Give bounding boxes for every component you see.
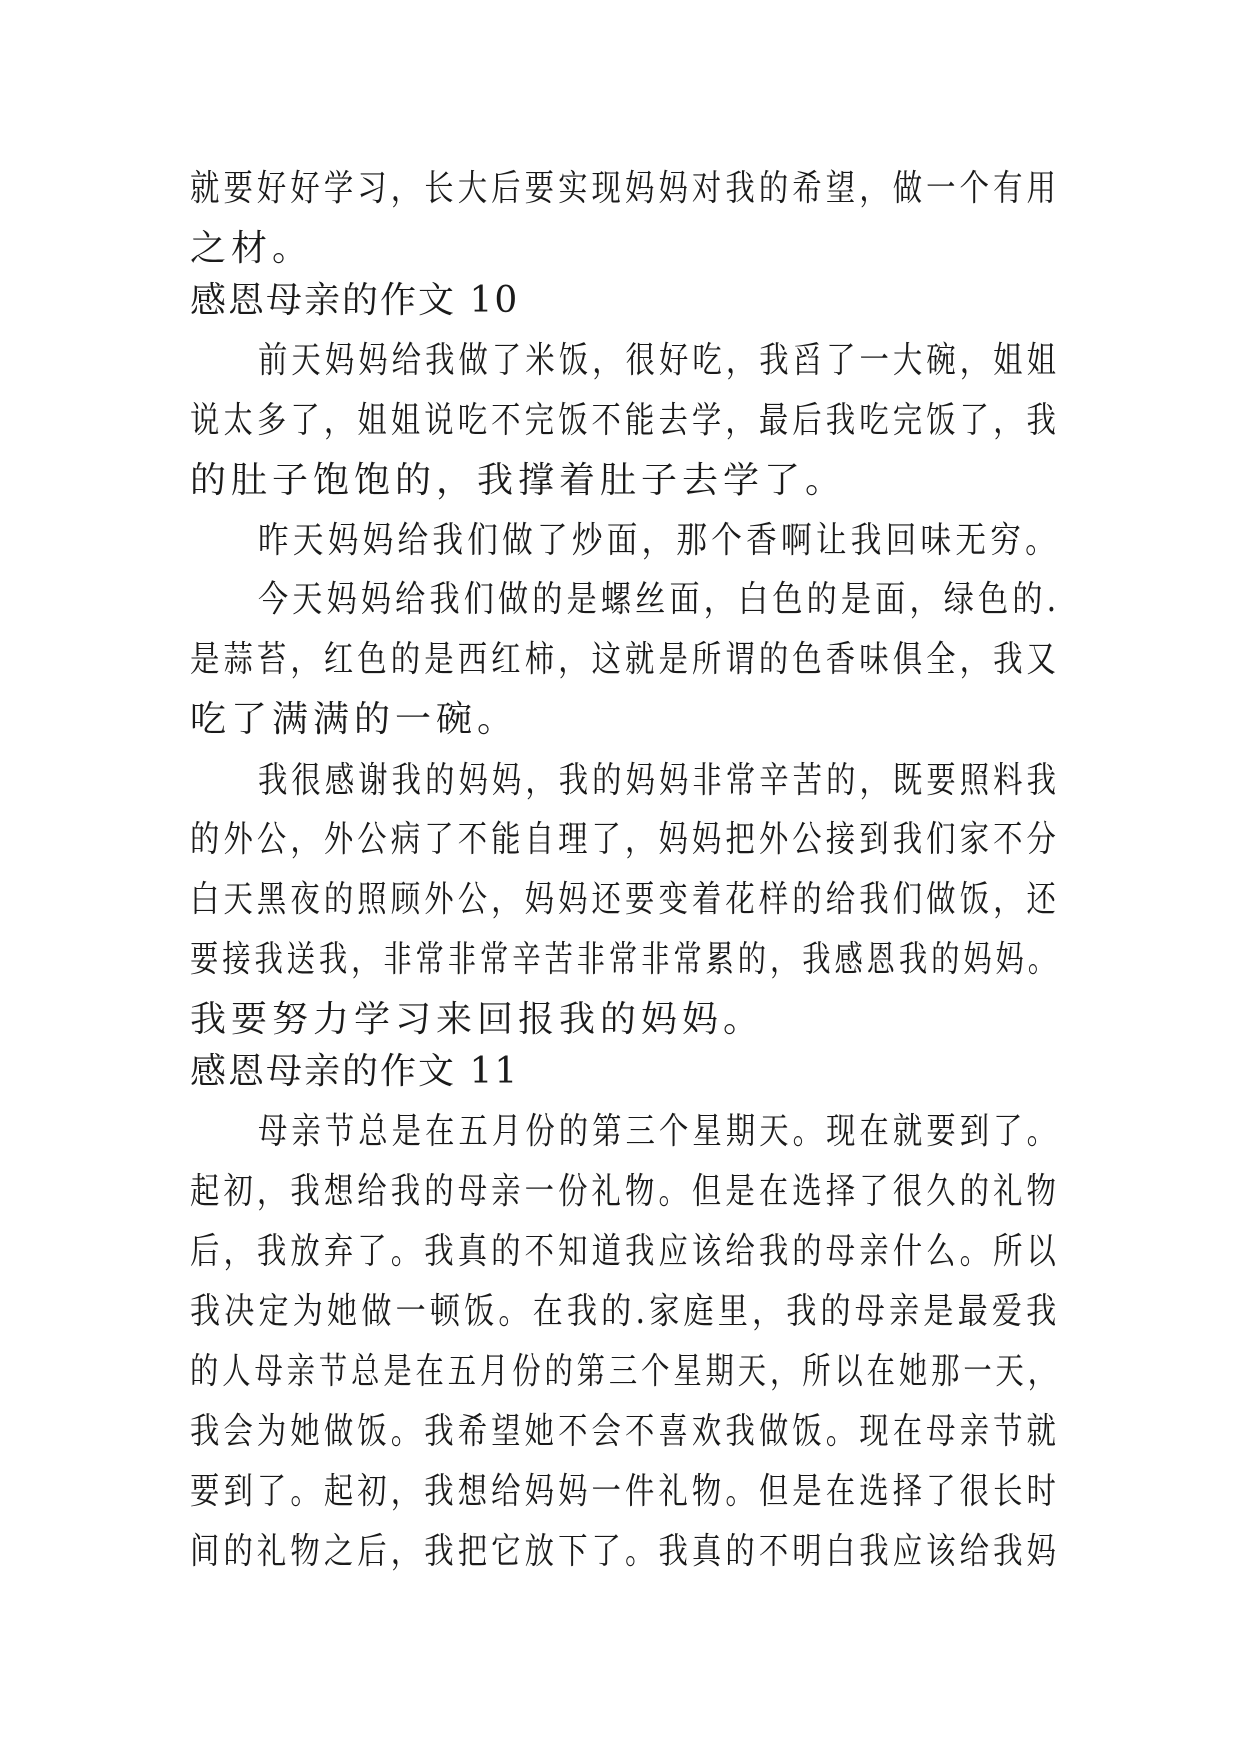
text-line: 今天妈妈给我们做的是螺丝面，白色的是面，绿色的. (258, 579, 1061, 620)
text-line: 我要努力学习来回报我的妈妈。 (190, 999, 765, 1040)
text-line: 是蒜苔，红色的是西红柿，这就是所谓的色香味俱全，我又 (190, 639, 1061, 680)
text-line: 的人母亲节总是在五月份的第三个星期天，所以在她那一天， (190, 1351, 1061, 1392)
text-line: 要接我送我，非常非常辛苦非常非常累的，我感恩我的妈妈。 (190, 939, 1061, 980)
text-line: 起初，我想给我的母亲一份礼物。但是在选择了很久的礼物 (190, 1171, 1061, 1212)
text-line: 我很感谢我的妈妈，我的妈妈非常辛苦的，既要照料我 (258, 760, 1061, 801)
text-line: 吃了满满的一碗。 (190, 699, 519, 740)
text-line: 母亲节总是在五月份的第三个星期天。现在就要到了。 (258, 1111, 1061, 1152)
text-line: 要到了。起初，我想给妈妈一件礼物。但是在选择了很长时 (190, 1471, 1061, 1512)
section-heading: 感恩母亲的作文 11 (190, 1051, 520, 1092)
text-line: 后，我放弃了。我真的不知道我应该给我的母亲什么。所以 (190, 1231, 1061, 1272)
text-line: 白天黑夜的照顾外公，妈妈还要变着花样的给我们做饭，还 (190, 879, 1061, 920)
text-line: 昨天妈妈给我们做了炒面，那个香啊让我回味无穷。 (258, 520, 1061, 561)
text-line: 间的礼物之后，我把它放下了。我真的不明白我应该给我妈 (190, 1531, 1061, 1572)
text-line: 就要好好学习，长大后要实现妈妈对我的希望，做一个有用 (190, 168, 1061, 209)
section-heading: 感恩母亲的作文 10 (190, 280, 520, 321)
text-line: 的肚子饱饱的，我撑着肚子去学了。 (190, 460, 847, 501)
text-line: 我会为她做饭。我希望她不会不喜欢我做饭。现在母亲节就 (190, 1411, 1061, 1452)
text-line: 我决定为她做一顿饭。在我的.家庭里，我的母亲是最爱我 (190, 1291, 1061, 1332)
text-line: 说太多了，姐姐说吃不完饭不能去学，最后我吃完饭了，我 (190, 400, 1061, 441)
text-line: 前天妈妈给我做了米饭，很好吃，我舀了一大碗，姐姐 (258, 340, 1061, 381)
text-line: 的外公，外公病了不能自理了，妈妈把外公接到我们家不分 (190, 819, 1061, 860)
text-line: 之材。 (190, 228, 314, 269)
